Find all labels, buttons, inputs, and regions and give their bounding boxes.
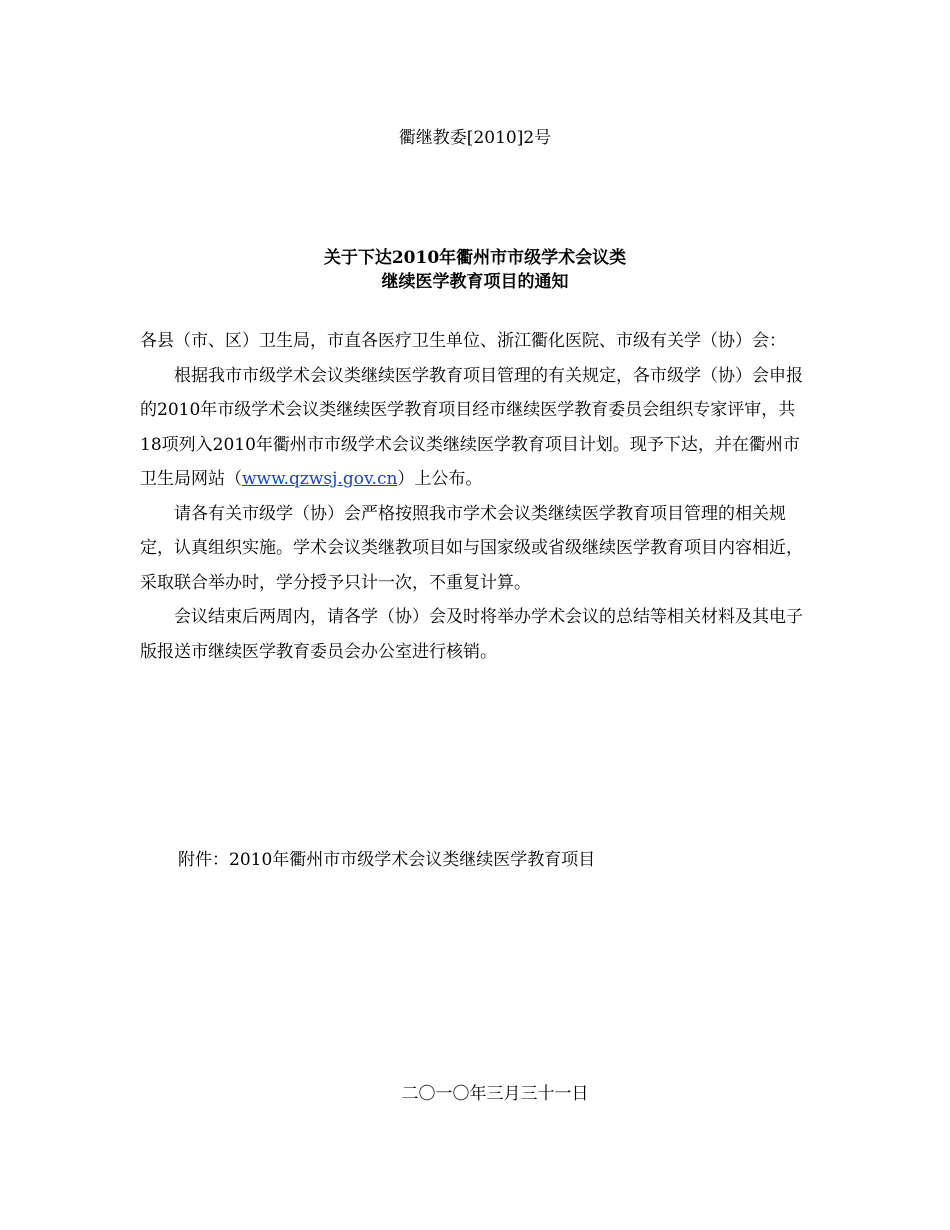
paragraph-2: 请各有关市级学（协）会严格按照我市学术会议类继续医学教育项目管理的相关规定，认真组织实施。学术会议类继教项目如与国家级或省级继续医学教育项目内容相近，采取联合举办时，学分授予只计一次，不重复计算。 [140,503,803,593]
website-link[interactable]: www.qzwsj.gov.cn [242,469,398,489]
title-line-1: 关于下达2010年衢州市市级学术会议类 [323,248,627,268]
salutation: 各县（市、区）卫生局，市直各医疗卫生单位、浙江衢化医院、市级有关学（协）会： [140,331,786,351]
paragraph-1-text-before-link: 根据我市市级学术会议类继续医学教育项目管理的有关规定，各市级学（协）会申报的2010年市级学术会议类继续医学教育项目经市继续医学教育委员会组织专家评审，共18项列入2010年衢州市市级学术会议类继续医学教育项目计划。现予下达，并在衢州市卫生局网站（ [140,365,803,489]
paragraph-3: 会议结束后两周内，请各学（协）会及时将举办学术会议的总结等相关材料及其电子版报送市继续医学教育委员会办公室进行核销。 [140,607,803,662]
paragraph-1 [140,359,815,497]
paragraph-1-text-after-link: ）上公布。 [397,469,483,489]
document-title [0,246,950,294]
document-number: 衢继教委[2010]2号 [398,128,552,148]
title-line-2: 继续医学教育项目的通知 [381,272,569,292]
attachment-note: 附件：2010年衢州市市级学术会议类继续医学教育项目 [178,850,596,870]
document-body [140,324,815,669]
document-date: 二〇一〇年三月三十一日 [401,1084,589,1104]
